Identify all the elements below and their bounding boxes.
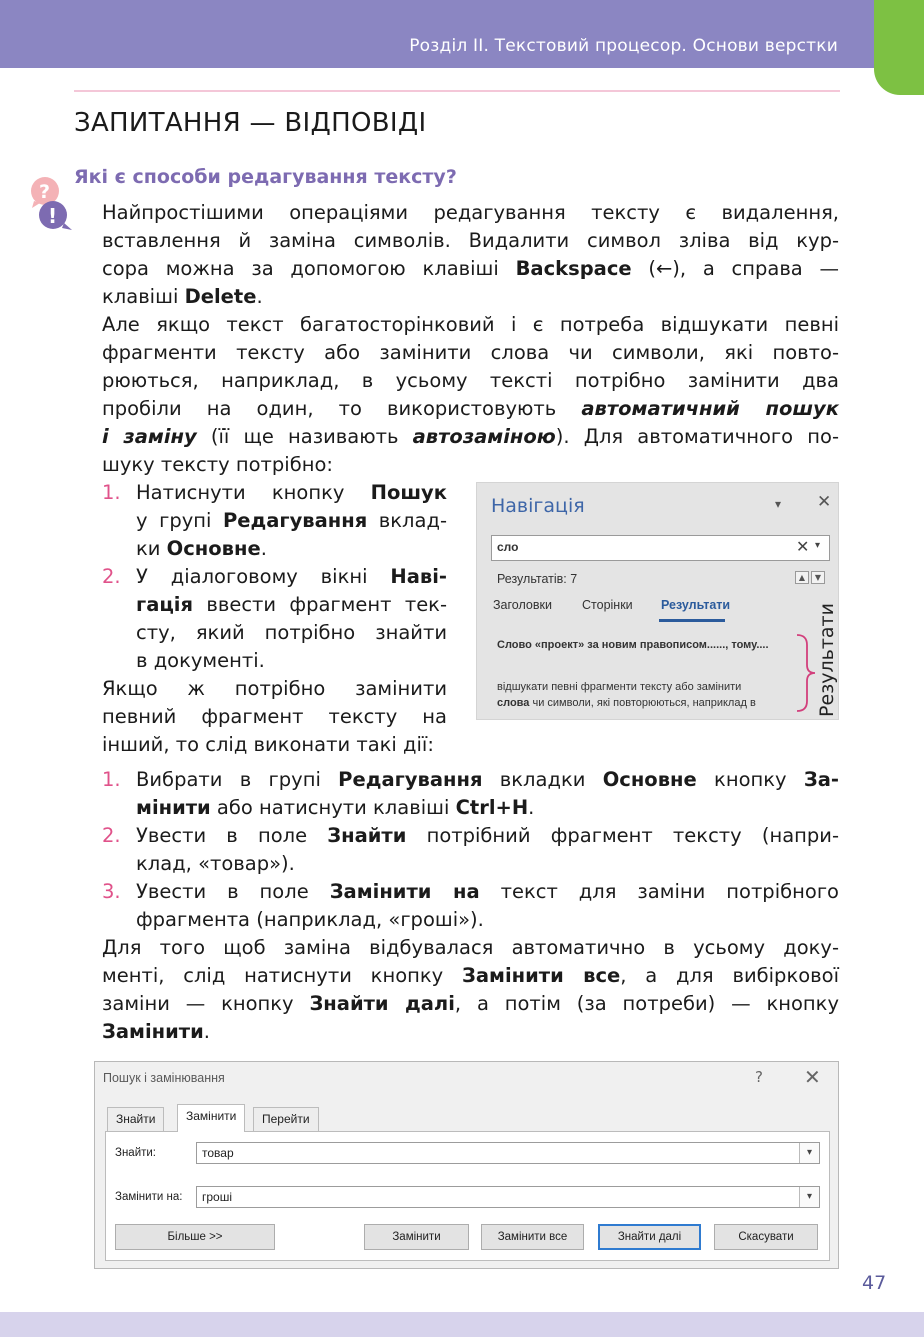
text-line: клавіші Delete. xyxy=(102,285,263,308)
text-line: Але якщо текст багатосторінковий і є потреба відшукати певні xyxy=(102,313,839,336)
tab-goto[interactable]: Перейти xyxy=(253,1107,319,1131)
paragraph-3 xyxy=(102,675,447,759)
tab-headings[interactable]: Заголовки xyxy=(493,598,552,612)
replace-all-button[interactable]: Замінити все xyxy=(481,1224,584,1250)
chevron-down-icon[interactable]: ▾ xyxy=(815,540,821,551)
replace-field[interactable] xyxy=(196,1186,820,1208)
list-number: 1. xyxy=(102,768,121,791)
find-replace-dialog-screenshot xyxy=(94,1061,839,1269)
results-side-label: Результати xyxy=(816,603,838,717)
text-line: Найпростішими операціями редагування тексту є видалення, xyxy=(102,201,839,224)
list-item: мінити або натиснути клавіші Ctrl+H. xyxy=(136,796,535,819)
paragraph-1 xyxy=(102,199,839,311)
previous-result-icon[interactable]: ▲ xyxy=(795,571,809,584)
text-line: інший, то слід виконати такі дії: xyxy=(102,733,434,756)
footer-band xyxy=(0,1312,924,1337)
text-line: заміни — кнопку Знайти далі, а потім (за потреби) — кнопку xyxy=(102,992,839,1015)
dialog-panel xyxy=(105,1131,830,1261)
brace-icon xyxy=(795,633,817,713)
list-1 xyxy=(136,479,447,675)
clear-icon[interactable]: ✕ xyxy=(796,537,810,556)
paragraph-2 xyxy=(102,311,839,479)
svg-text:?: ? xyxy=(39,181,51,203)
list-2 xyxy=(136,766,839,934)
section-title: ЗАПИТАННЯ — ВІДПОВІДІ xyxy=(74,108,427,138)
text-line: шуку тексту потрібно: xyxy=(102,453,333,476)
search-result[interactable]: слова чи символи, які повторюються, наприклад в xyxy=(497,697,756,709)
help-icon[interactable]: ? xyxy=(755,1068,763,1086)
list-number: 2. xyxy=(102,565,121,588)
text-line: Для того щоб заміна відбувалася автоматично в усьому доку- xyxy=(102,936,839,959)
text-line: певний фрагмент тексту на xyxy=(102,705,447,728)
svg-text:!: ! xyxy=(48,204,58,228)
find-next-button[interactable]: Знайти далі xyxy=(598,1224,701,1250)
text-line: і заміну (її ще називають автозаміною). Для автоматичного по- xyxy=(102,425,839,448)
replace-value: гроші xyxy=(202,1190,233,1204)
replace-label: Замінити на: xyxy=(115,1191,183,1203)
list-item: у групі Редагування вклад- xyxy=(136,509,447,532)
text-line: фрагменти тексту або замінити слова чи символи, які повто- xyxy=(102,341,839,364)
chapter-header: Розділ ІІ. Текстовий процесор. Основи верстки xyxy=(409,36,838,56)
find-value: товар xyxy=(202,1146,234,1160)
search-value: сло xyxy=(497,540,519,554)
question-exclamation-icon xyxy=(28,175,76,231)
tab-pages[interactable]: Сторінки xyxy=(582,598,633,612)
nav-title: Навігація xyxy=(491,495,585,517)
list-item: Увести в поле Знайти потрібний фрагмент тексту (напри- xyxy=(136,824,839,847)
list-number: 3. xyxy=(102,880,121,903)
text-line: пробіли на один, то використовують автоматичний пошук xyxy=(102,397,839,420)
chevron-down-icon[interactable]: ▾ xyxy=(799,1187,819,1207)
tab-find[interactable]: Знайти xyxy=(107,1107,164,1131)
results-count: Результатів: 7 xyxy=(497,572,578,586)
list-item: клад, «товар»). xyxy=(136,852,295,875)
page-number: 47 xyxy=(862,1272,887,1294)
replace-button[interactable]: Замінити xyxy=(364,1224,469,1250)
question-heading: Які є способи редагування тексту? xyxy=(74,166,457,188)
list-item: сту, який потрібно знайти xyxy=(136,621,447,644)
dropdown-icon[interactable]: ▾ xyxy=(775,497,782,511)
text-line: сора можна за допомогою клавіші Backspace (←), а справа — xyxy=(102,257,839,280)
nav-search-input[interactable] xyxy=(491,535,830,561)
dialog-title: Пошук і замінювання xyxy=(103,1071,225,1085)
paragraph-4 xyxy=(102,934,839,1046)
close-icon[interactable]: ✕ xyxy=(804,1065,821,1089)
list-number: 2. xyxy=(102,824,121,847)
list-item: в документі. xyxy=(136,649,265,672)
tab-results[interactable]: Результати xyxy=(661,598,731,612)
search-result[interactable]: відшукати певні фрагменти тексту або замінити xyxy=(497,681,742,693)
list-item: У діалоговому вікні Наві- xyxy=(136,565,447,588)
text-line: Якщо ж потрібно замінити xyxy=(102,677,447,700)
cancel-button[interactable]: Скасувати xyxy=(714,1224,818,1250)
chevron-down-icon[interactable]: ▾ xyxy=(799,1143,819,1163)
list-number: 1. xyxy=(102,481,121,504)
close-icon[interactable]: ✕ xyxy=(817,492,832,512)
list-item: Увести в поле Замінити на текст для заміни потрібного xyxy=(136,880,839,903)
search-result[interactable]: Слово «проект» за новим правописом......, тому.... xyxy=(497,639,769,651)
text-line: рюються, наприклад, в усьому тексті потрібно замінити два xyxy=(102,369,839,392)
header-band xyxy=(0,0,924,68)
text-line: менті, слід натиснути кнопку Замінити все, а для вибіркової xyxy=(102,964,839,987)
text-line: вставлення й заміна символів. Видалити символ зліва від кур- xyxy=(102,229,839,252)
list-item: фрагмента (наприклад, «гроші»). xyxy=(136,908,484,931)
more-button[interactable]: Більше >> xyxy=(115,1224,275,1250)
navigation-pane-screenshot xyxy=(476,482,839,720)
find-label: Знайти: xyxy=(115,1147,157,1159)
next-result-icon[interactable]: ▼ xyxy=(811,571,825,584)
list-item: Вибрати в групі Редагування вкладки Основне кнопку За- xyxy=(136,768,839,791)
active-tab-indicator xyxy=(659,619,725,622)
divider xyxy=(74,90,840,92)
list-item: ки Основне. xyxy=(136,537,267,560)
tab-replace[interactable]: Замінити xyxy=(177,1104,245,1132)
find-field[interactable] xyxy=(196,1142,820,1164)
text-line: Замінити. xyxy=(102,1020,210,1043)
list-item: гація ввести фрагмент тек- xyxy=(136,593,447,616)
page-corner-tab xyxy=(874,0,924,95)
list-item: Натиснути кнопку Пошук xyxy=(136,481,447,504)
